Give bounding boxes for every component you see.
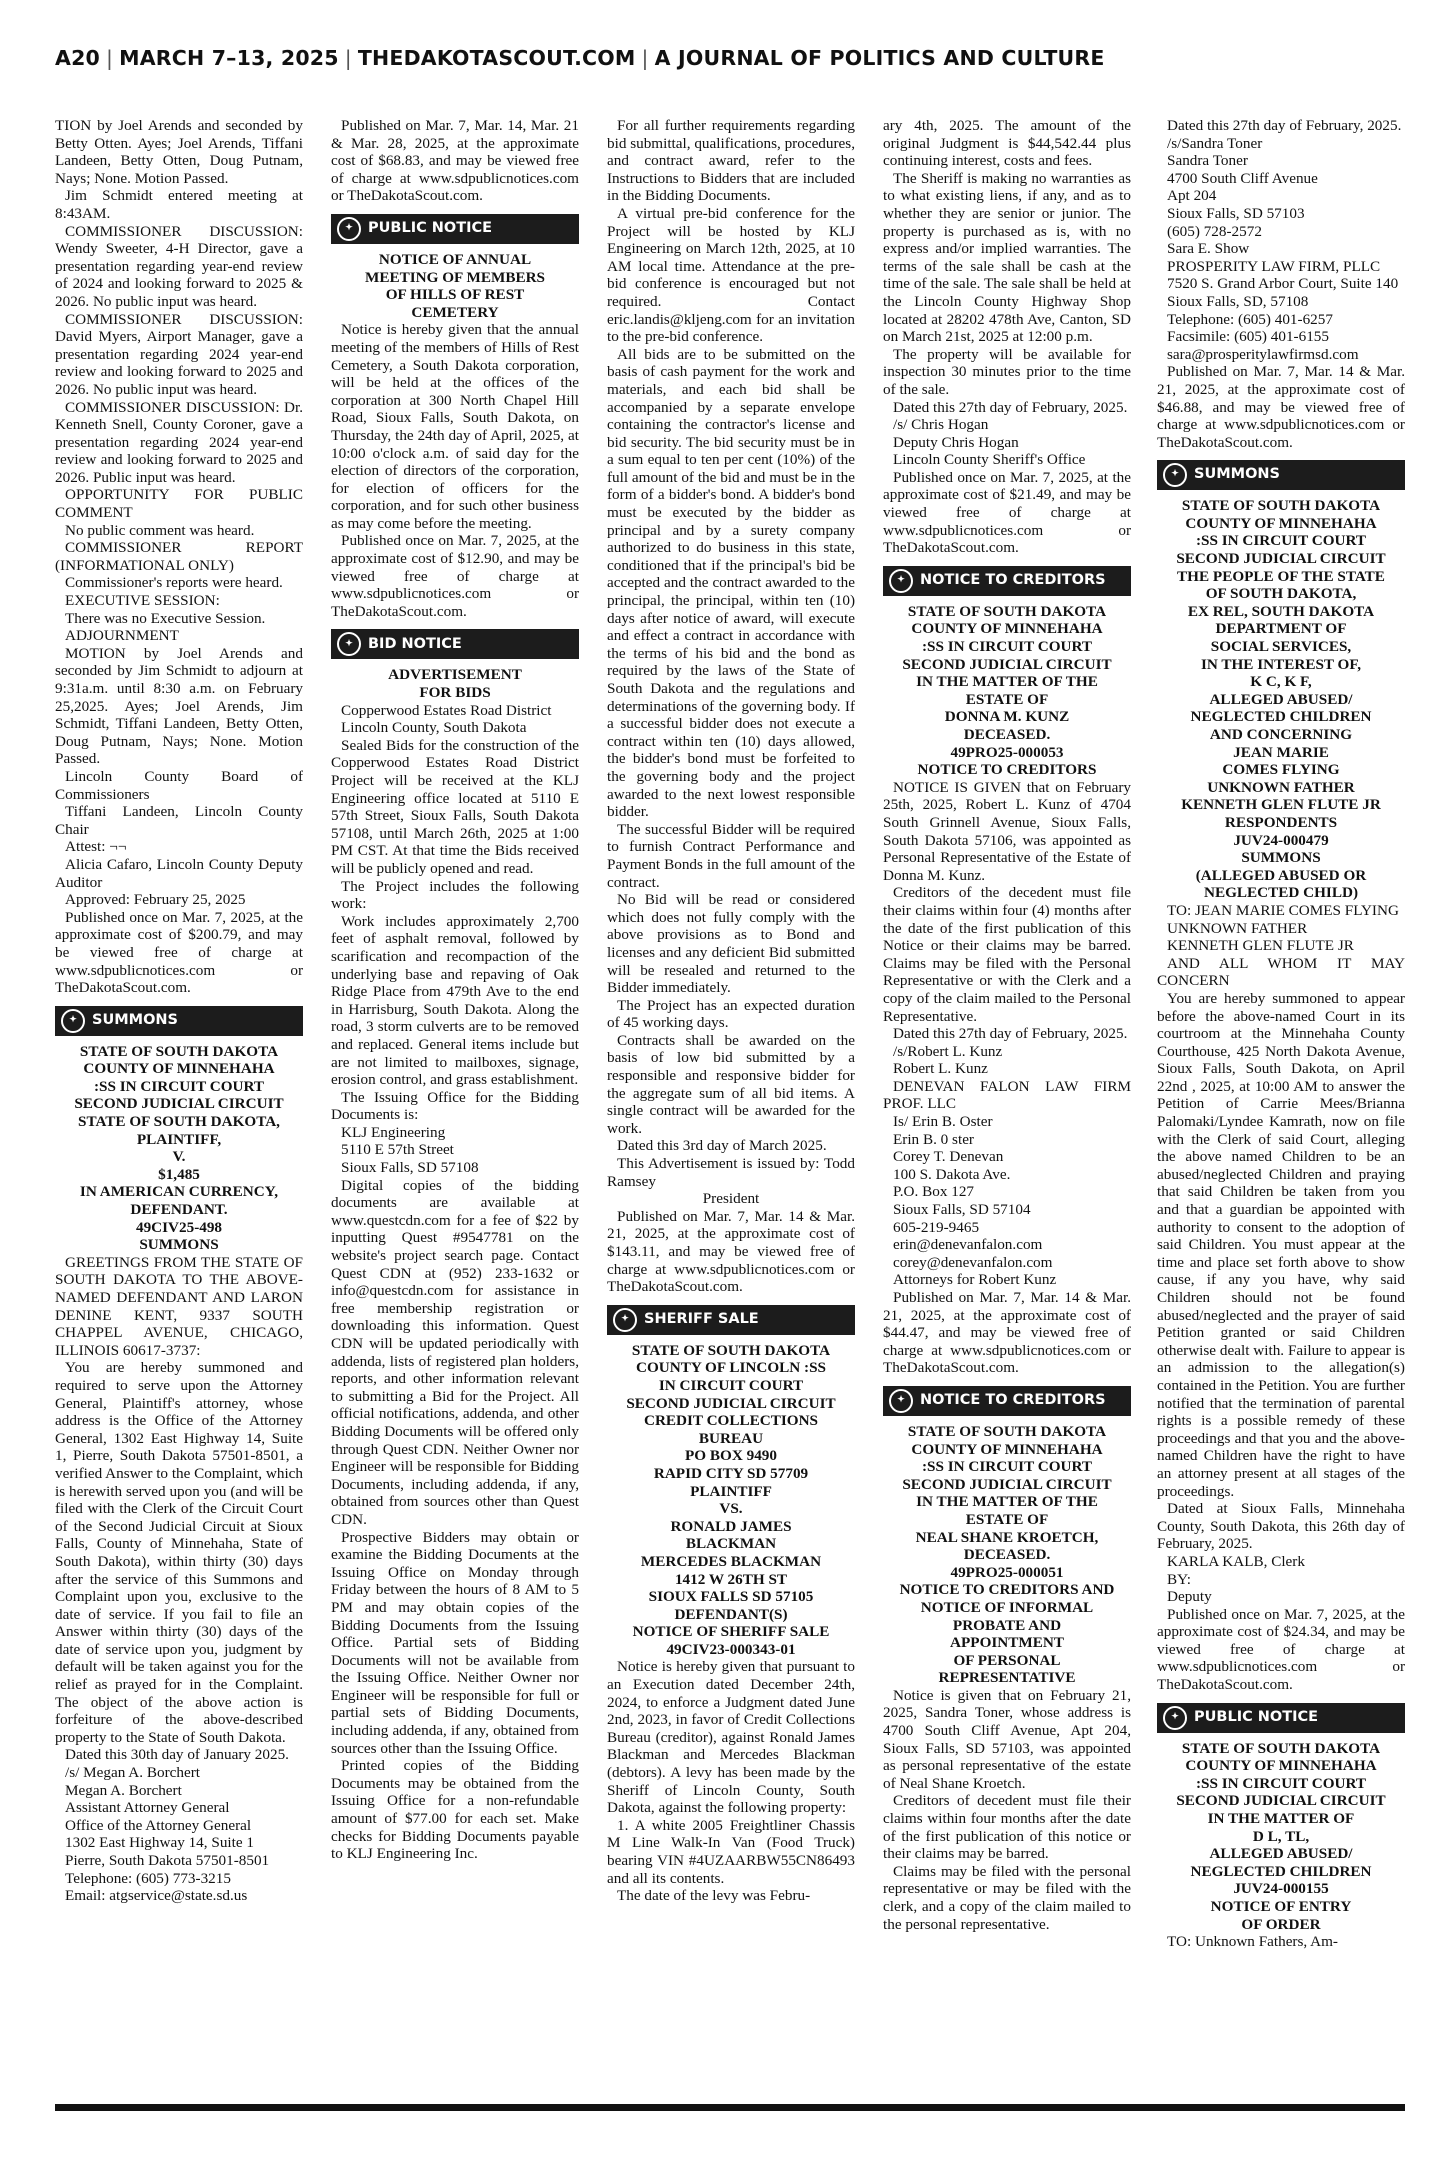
notice-paragraph: Commissioner's reports were heard. (65, 574, 283, 592)
notice-paragraph: This Advertisement is issued by: Todd Ramsey (607, 1155, 855, 1190)
notice-heading-line: SOCIAL SERVICES, (1210, 638, 1352, 656)
header-divider: | (641, 46, 649, 70)
notice-heading-line: RONALD JAMES (670, 1517, 792, 1535)
notice-paragraph: Sioux Falls, SD 57103 (1167, 204, 1305, 222)
notice-heading-line: STATE OF SOUTH DAKOTA (1181, 1739, 1381, 1757)
notice-paragraph: /s/Sandra Toner (1167, 134, 1263, 152)
notice-paragraph: OPPORTUNITY FOR PUBLIC COMMENT (55, 486, 303, 522)
notice-paragraph: P.O. Box 127 (893, 1183, 975, 1201)
notice-heading-line: BLACKMAN (685, 1535, 777, 1553)
notice-heading-line: CEMETERY (411, 303, 499, 321)
notice-heading-line: DECEASED. (963, 726, 1051, 743)
notice-paragraph: COMMISSIONER DISCUSSION: David Myers, Airport Manager, gave a presentation regarding 2024 year-end review and looking forward to 2025 and 2026. No public input was heard. (55, 310, 303, 398)
notice-paragraph: The date of the levy was Febru- (617, 1887, 811, 1905)
notice-heading-line: DEFENDANT(S) (674, 1605, 788, 1623)
notice-paragraph: Dated this 30th day of January 2025. (65, 1746, 289, 1764)
notice-paragraph: No Bid will be read or considered which does not fully comply with the above provisions as to Bond and licenses and any deficient Bid submitted will be resealed and returned to the Bidder immediately. (607, 891, 855, 997)
notice-heading-line: ESTATE OF (965, 1510, 1049, 1528)
notice-paragraph: Notice is given that on February 21, 2025, Sandra Toner, whose address is 4700 South Cliff Avenue, Apt 204, Sioux Falls, SD 57103, was appointed as personal representative of the estate of Neal Shane Kroetch. (883, 1686, 1131, 1792)
notice-paragraph: TION by Joel Arends and seconded by Betty Otten. Ayes; Joel Arends, Tiffani Landeen, Betty Otten, Doug Putnam, Nays; None. Motion Passed. (55, 117, 303, 187)
notice-paragraph: A virtual pre-bid conference for the Project will be hosted by KLJ Engineering on March 12th, 2025, at 10 AM local time. Attendance at the pre-bid conference is encouraged but not required. Contact eric.landis@kljeng.com for an invitation to the pre-bid conference. (607, 204, 855, 346)
notice-paragraph: Published on Mar. 7, Mar. 14, Mar. 21 & Mar. 28, 2025, at the approximate cost of $68.83, and may be viewed free of charge at www.sdpublicnotices.com or TheDakotaScout.com. (331, 117, 579, 205)
notice-paragraph: Megan A. Borchert (65, 1781, 182, 1799)
notice-paragraph: Deputy Chris Hogan (893, 433, 1019, 451)
notice-paragraph: No public comment was heard. (65, 521, 255, 539)
notice-heading-line: FOR BIDS (419, 684, 491, 702)
notice-heading-line: :SS IN CIRCUIT COURT (93, 1077, 265, 1095)
notice-paragraph: corey@denevanfalon.com (893, 1253, 1053, 1271)
column-2 (331, 117, 579, 2102)
notice-line: President (702, 1190, 760, 1208)
notice-paragraph: 1. A white 2005 Freightliner Chassis M Line Walk-In Van (Food Truck) bearing VIN #4UZAARBW55CN86493 and all its contents. (607, 1816, 855, 1887)
notice-paragraph: Dated this 27th day of February, 2025. (893, 398, 1128, 416)
notice-paragraph: Corey T. Denevan (893, 1148, 1004, 1166)
notice-heading-line: NOTICE OF SHERIFF SALE (632, 1623, 830, 1641)
notice-paragraph: Deputy (1167, 1588, 1212, 1606)
notice-heading-line: VS. (719, 1500, 743, 1518)
notice-paragraph: Sioux Falls, SD, 57108 (1167, 292, 1309, 310)
notice-paragraph: The Sheriff is making no warranties as to what existing liens, if any, and as to whether they are senior or junior. The property is purchased as is, with no express and/or implied warranties. The terms of the sale shall be cash at the time of the sale. The sale shall be held at the Lincoln County Highway Shop located at 28202 478th Ave, Canton, SD on March 21st, 2025 at 12:00 p.m. (883, 169, 1131, 346)
notice-heading-line: SECOND JUDICIAL CIRCUIT (902, 1475, 1112, 1493)
notice-paragraph: Dated this 3rd day of March 2025. (617, 1137, 827, 1155)
notice-paragraph: Creditors of decedent must file their claims within four months after the date of the first publication of this notice or their claims may be barred. (883, 1792, 1131, 1863)
notice-paragraph: Sealed Bids for the construction of the Copperwood Estates Road District Project will be received at the KLJ Engineering office located at 5110 E 57th Street, Sioux Falls, South Dakota 57108, until March 26th, 2025 at 1:00 PM CST. At that time the Bids received will be publicly opened and read. (331, 736, 579, 877)
section-banner (331, 629, 579, 659)
notice-paragraph: The Issuing Office for the Bidding Documents is: (331, 1088, 579, 1124)
notice-paragraph: Telephone: (605) 401-6257 (1167, 310, 1333, 328)
notice-heading-line: THE PEOPLE OF THE STATE (1177, 567, 1385, 585)
notice-heading-line: STATE OF SOUTH DAKOTA (1181, 497, 1381, 515)
notice-paragraph: COMMISSIONER DISCUSSION: Dr. Kenneth Snell, County Coroner, gave a presentation regarding 2024 year-end review and looking forward to 2025 and 2026. Public input was heard. (55, 398, 303, 486)
notice-paragraph: Creditors of the decedent must file their claims within four (4) months after the date of the first publication of this Notice or their claims may be barred. Claims may be filed with the Personal Representative or with the Clerk and a copy of the claim mailed to the Personal Representative. (883, 884, 1131, 1025)
notice-heading-line: V. (172, 1148, 186, 1166)
section-banner (1157, 1703, 1405, 1733)
notice-heading-line: COUNTY OF MINNEHAHA (1185, 1757, 1377, 1775)
notice-paragraph: The Project has an expected duration of 45 working days. (607, 996, 855, 1032)
notice-paragraph: EXECUTIVE SESSION: (65, 592, 220, 610)
notice-heading-line: COMES FLYING (1222, 761, 1340, 779)
notice-paragraph: KLJ Engineering (341, 1123, 446, 1141)
notice-heading-line: CREDIT COLLECTIONS (643, 1412, 818, 1430)
notice-paragraph: Notice is hereby given that the annual meeting of the members of Hills of Rest Cemetery, a South Dakota corporation, will be held at the offices of the corporation at 300 North Chapel Hill Road, Sioux Falls, South Dakota, on Thursday, the 24th day of April, 2025, at 10:00 o'clock a.m. of said day for the election of directors of the corporation, for election of officers for the corporation, and for such other business as may come before the meeting. (331, 321, 579, 532)
notice-heading-line: COUNTY OF MINNEHAHA (83, 1060, 275, 1078)
notice-heading-line: PO BOX 9490 (685, 1447, 777, 1465)
notice-heading-line: ESTATE OF (965, 690, 1049, 708)
scout-logo-icon: ✦ (889, 569, 913, 593)
notice-paragraph: Published on Mar. 7, Mar. 14 & Mar. 21, 2025, at the approximate cost of $143.11, and may be viewed free of charge at www.sdpublicnotices.com or TheDakotaScout.com. (607, 1207, 855, 1296)
section-banner-label: NOTICE TO CREDITORS (920, 572, 1106, 589)
notice-heading-line: OF PERSONAL (953, 1651, 1061, 1669)
notice-heading-line: SECOND JUDICIAL CIRCUIT (1176, 550, 1386, 568)
notice-heading-line: STATE OF SOUTH DAKOTA (907, 1422, 1107, 1440)
notice-paragraph: Published on Mar. 7, Mar. 14 & Mar. 21, 2025, at the approximate cost of $46.88, and may be viewed free of charge at www.sdpublicnotices.com or TheDakotaScout.com. (1157, 363, 1405, 451)
notice-paragraph: Pierre, South Dakota 57501-8501 (65, 1852, 270, 1869)
notice-heading-line: NEAL SHANE KROETCH, (915, 1528, 1099, 1546)
notice-paragraph: AND ALL WHOM IT MAY CONCERN (1157, 954, 1405, 990)
notice-heading-line: SECOND JUDICIAL CIRCUIT (74, 1095, 284, 1113)
notice-paragraph: Contracts shall be awarded on the basis of low bid submitted by a responsible and responsive bidder for the aggregate sum of all bid items. A single contract will be awarded for the work. (607, 1031, 855, 1137)
notice-paragraph: Apt 204 (1167, 187, 1217, 205)
notice-paragraph: (605) 728-2572 (1167, 222, 1262, 240)
notice-paragraph: There was no Executive Session. (65, 609, 266, 627)
notice-heading-line: COUNTY OF MINNEHAHA (911, 1440, 1103, 1458)
notice-paragraph: Assistant Attorney General (65, 1799, 230, 1817)
notice-heading-line: IN THE INTEREST OF, (1200, 655, 1362, 673)
notice-paragraph: Digital copies of the bidding documents are available at www.questcdn.com for a fee of $22 by inputting Quest #9547781 on the website's project search page. Contact Quest CDN at (952) 233-1632 or info@questcdn.com for assistance in free membership registration or downloading this information. Quest CDN will be updated periodically with addenda, lists of registered plan holders, reports, and other information relevant to submitting a Bid for the Project. All official notifications, addenda, and other Bidding Documents will be offered only through Quest CDN. Neither Owner nor Engineer will be responsible for Bidding Documents, including addenda, if any, obtained from sources other than Quest CDN. (331, 1176, 579, 1528)
notice-paragraph: Published once on Mar. 7, 2025, at the approximate cost of $12.90, and may be viewed free of charge at www.sdpublicnotices.com or TheDakotaScout.com. (331, 532, 579, 620)
column-1 (55, 117, 303, 2102)
section-banner (55, 1006, 303, 1036)
notice-paragraph: Lincoln County Board of Commissioners (55, 767, 303, 803)
notice-heading-line: 49PRO25-000051 (950, 1563, 1064, 1581)
notice-heading-line: IN THE MATTER OF (1207, 1810, 1355, 1828)
notice-paragraph: 100 S. Dakota Ave. (893, 1165, 1011, 1183)
scout-logo-icon: ✦ (889, 1389, 913, 1413)
notice-paragraph: All bids are to be submitted on the basis of cash payment for the work and materials, and each bid shall be accompanied by a separate envelope containing the contractor's license and bid security. The bid security must be in a sum equal to ten per cent (10%) of the full amount of the bid and must be in the form of a bidder's bond. A bidder's bond must be executed by the bidder as principal and by a surety company authorized to do business in this state, conditioned that if the principal's bid be accepted and the contract awarded to the principal, the principal, within ten (10) days after notice of award, will execute and effect a contract in accordance with the terms of his bid and the bond as required by the laws of the State of South Dakota and the regulations and determinations of the governing body. If a successful bidder does not execute a contract within ten (10) days allowed, the bidder's bond must be forfeited to the governing body and the project awarded to the next lowest responsible bidder. (607, 345, 855, 821)
site-name: THEDAKOTASCOUT.COM (357, 46, 636, 70)
notice-heading-line: UNKNOWN FATHER (1207, 778, 1355, 796)
notice-paragraph: Work includes approximately 2,700 feet of asphalt removal, followed by scarification and recompaction of the underlying base and repaving of Oak Ridge Place from 479th Ave to the end in Harrisburg, South Dakota. Along the road, 3 storm culverts are to be removed and replaced. General items include but are not limited to mailboxes, signage, erosion control, and grass establishment. (331, 912, 579, 1089)
notice-paragraph: Printed copies of the Bidding Documents may be obtained from the Issuing Office for a non-refundable amount of $77.00 for each set. Make checks for Bidding Documents payable to KLJ Engineering Inc. (331, 1757, 579, 1863)
notice-heading-line: K C, K F, (1250, 673, 1312, 691)
notice-paragraph: The Project includes the following work: (331, 877, 579, 913)
notice-paragraph: Robert L. Kunz (893, 1060, 988, 1078)
notice-paragraph: COMMISSIONER DISCUSSION: Wendy Sweeter, 4-H Director, gave a presentation regarding year-end review of 2024 and looking forward to 2025 & 2026. No public input was heard. (55, 222, 303, 310)
page-number: A20 (55, 46, 100, 70)
notice-paragraph: ADJOURNMENT (65, 627, 179, 645)
column-5 (1157, 117, 1405, 2102)
notice-heading-line: SUMMONS (139, 1236, 219, 1254)
notice-paragraph: 5110 E 57th Street (341, 1141, 454, 1159)
section-banner-label: SUMMONS (1194, 466, 1280, 483)
notice-paragraph: Published on Mar. 7, Mar. 14 & Mar. 21, 2025, at the approximate cost of $44.47, and may be viewed free of charge at www.sdpublicnotices.com or TheDakotaScout.com. (883, 1289, 1131, 1377)
section-banner (607, 1305, 855, 1335)
notice-heading-line: DONNA M. KUNZ (944, 708, 1070, 726)
notice-heading-line: SECOND JUDICIAL CIRCUIT (902, 655, 1112, 673)
page-header (55, 46, 1405, 76)
notice-paragraph: The property will be available for inspection 30 minutes prior to the time of the sale. (883, 345, 1131, 398)
notice-heading-line: NOTICE OF INFORMAL (920, 1598, 1094, 1616)
notice-heading-line: IN THE MATTER OF THE (916, 1493, 1098, 1511)
notice-heading-line: BUREAU (698, 1429, 764, 1447)
issue-date: MARCH 7–13, 2025 (119, 46, 339, 70)
notice-paragraph: Dated this 27th day of February, 2025. (893, 1025, 1128, 1043)
notice-heading-line: IN AMERICAN CURRENCY, (79, 1183, 279, 1201)
notice-heading-line: AND CONCERNING (1209, 726, 1353, 743)
notice-heading-line: OF ORDER (1241, 1915, 1321, 1933)
notice-paragraph: Is/ Erin B. Oster (893, 1113, 993, 1131)
notice-paragraph: 4700 South Cliff Avenue (1167, 169, 1318, 187)
notice-paragraph: Erin B. 0 ster (893, 1130, 974, 1148)
notice-paragraph: GREETINGS FROM THE STATE OF SOUTH DAKOTA TO THE ABOVE-NAMED DEFENDANT AND LARON DENINE KENT, 9337 SOUTH CHAPPEL AVENUE, CHICAGO, ILLINOIS 60617-3737: (55, 1253, 303, 1359)
notice-heading-line: PLAINTIFF, (136, 1130, 222, 1148)
notice-heading-line: ADVERTISEMENT (388, 666, 522, 684)
notice-paragraph: /s/ Chris Hogan (893, 416, 989, 434)
notice-heading-line: STATE OF SOUTH DAKOTA (79, 1042, 279, 1060)
notice-paragraph: Sioux Falls, SD 57104 (893, 1201, 1031, 1219)
notice-heading-line: DEFENDANT. (130, 1201, 228, 1219)
notice-heading-line: PROBATE AND (952, 1616, 1062, 1634)
notice-paragraph: The successful Bidder will be required to furnish Contract Performance and Payment Bonds in the full amount of the contract. (607, 820, 855, 891)
notice-heading-line: 49CIV23-000343-01 (666, 1640, 796, 1658)
notice-paragraph: Dated at Sioux Falls, Minnehaha County, South Dakota, this 26th day of February, 2025. (1157, 1500, 1405, 1553)
notice-heading-line: ALLEGED ABUSED/ (1209, 690, 1353, 708)
notice-paragraph: PROSPERITY LAW FIRM, PLLC (1167, 257, 1381, 275)
notice-heading-line: $1,485 (158, 1165, 200, 1183)
notice-heading-line: STATE OF SOUTH DAKOTA (631, 1341, 831, 1359)
section-banner (331, 214, 579, 244)
notice-paragraph: Sioux Falls, SD 57108 (341, 1159, 479, 1177)
notice-heading-line: 49CIV25-498 (135, 1218, 223, 1236)
scout-logo-icon: ✦ (337, 632, 361, 656)
notice-paragraph: You are hereby summoned and required to serve upon the Attorney General, Plaintiff's attorney, whose address is the Office of the Attorney General, 1302 East Highway 14, Suite 1, Pierre, South Dakota 57501-8501, a verified Answer to the Complaint, which is herewith served upon you (and will be filed with the Clerk of the Circuit Court of the Second Judicial Circuit at Sioux Falls, County of Minnehaha, State of South Dakota), within thirty (30) days after the service of this Summons and Complaint upon you, exclusive to the date of service. If you fail to file an Answer within thirty (30) days of the date of service upon you, judgment by default will be taken against you for the relief as prayed for in the Complaint. The object of the above action is forfeiture of the above-described property to the State of South Dakota. (55, 1359, 303, 1746)
scout-logo-icon: ✦ (61, 1009, 85, 1033)
notice-heading-line: COUNTY OF MINNEHAHA (1185, 514, 1377, 532)
notice-heading-line: JUV24-000155 (1233, 1880, 1329, 1898)
section-banner-label: PUBLIC NOTICE (1194, 1708, 1319, 1725)
notice-paragraph: Telephone: (605) 773-3215 (65, 1869, 231, 1887)
notice-heading-line: APPOINTMENT (950, 1634, 1064, 1652)
notice-heading-line: ALLEGED ABUSED/ (1209, 1845, 1353, 1863)
notice-heading-line: STATE OF SOUTH DAKOTA (907, 602, 1107, 620)
notice-heading-line: NOTICE OF ANNUAL (378, 250, 532, 268)
notice-heading-line: DEPARTMENT OF (1215, 620, 1347, 638)
notice-paragraph: 7520 S. Grand Arbor Court, Suite 140 (1167, 275, 1399, 293)
notice-heading-line: :SS IN CIRCUIT COURT (1195, 532, 1367, 550)
notice-paragraph: Dated this 27th day of February, 2025. (1167, 117, 1402, 134)
notice-paragraph: Copperwood Estates Road District (341, 701, 552, 719)
section-banner (883, 566, 1131, 596)
tagline: A JOURNAL OF POLITICS AND CULTURE (654, 46, 1105, 70)
notice-heading-line: RAPID CITY SD 57709 (653, 1464, 809, 1482)
notice-paragraph: BY: (1167, 1570, 1191, 1588)
notice-paragraph: Notice is hereby given that pursuant to an Execution dated December 24th, 2024, to enforce a Judgment dated June 2nd, 2023, in favor of Credit Collections Bureau (creditor), against Ronald James Blackman and Mercedes Blackman (debtors). A levy has been made by the Sheriff of Lincoln County, South Dakota, against the following property: (607, 1658, 855, 1817)
scout-logo-icon: ✦ (1163, 463, 1187, 487)
notice-heading-line: DECEASED. (963, 1546, 1051, 1564)
notice-heading-line: RESPONDENTS (1224, 813, 1338, 831)
scout-logo-icon: ✦ (337, 217, 361, 241)
notice-heading-line: REPRESENTATIVE (938, 1669, 1076, 1687)
notice-heading-line: :SS IN CIRCUIT COURT (1195, 1774, 1367, 1792)
notice-paragraph: UNKNOWN FATHER (1167, 919, 1308, 937)
column-4 (883, 117, 1131, 2102)
notice-heading-line: OF HILLS OF REST (385, 286, 525, 304)
scout-logo-icon: ✦ (1163, 1706, 1187, 1730)
notice-paragraph: Published once on Mar. 7, 2025, at the approximate cost of $200.79, and may be viewed free of charge at www.sdpublicnotices.com or TheDakotaScout.com. (55, 908, 303, 997)
notice-paragraph: TO: Unknown Fathers, Am- (1167, 1933, 1338, 1951)
notice-paragraph: NOTICE IS GIVEN that on February 25th, 2025, Robert L. Kunz of 4704 South Grinnell Avenue, Sioux Falls, South Dakota 57106, was appointed as Personal Representative of the Estate of Donna M. Kunz. (883, 778, 1131, 884)
bottom-rule (55, 2104, 1405, 2111)
notice-heading-line: SIOUX FALLS SD 57105 (648, 1588, 814, 1606)
header-divider: | (106, 46, 114, 70)
notice-paragraph: Facsimile: (605) 401-6155 (1167, 328, 1329, 346)
notice-paragraph: Jim Schmidt entered meeting at 8:43AM. (55, 187, 303, 222)
notice-paragraph: KENNETH GLEN FLUTE JR (1167, 937, 1354, 955)
header-divider: | (344, 46, 352, 70)
notice-paragraph: Attorneys for Robert Kunz (893, 1271, 1057, 1289)
notice-heading-line: NOTICE TO CREDITORS (917, 761, 1097, 779)
notice-heading-line: SECOND JUDICIAL CIRCUIT (1176, 1792, 1386, 1810)
notice-paragraph: Approved: February 25, 2025 (65, 891, 246, 909)
notice-paragraph: DENEVAN FALON LAW FIRM PROF. LLC (883, 1077, 1131, 1113)
notice-heading-line: NEGLECTED CHILD) (1203, 884, 1358, 902)
notice-heading-line: IN THE MATTER OF THE (916, 673, 1098, 691)
notice-paragraph: You are hereby summoned to appear before the above-named Court in its courtroom at the Minnehaha County Courthouse, 425 North Dakota Avenue, Sioux Falls, South Dakota, on April 22nd , 2025, at 10:00 AM to answer the Petition of Carrie Mees/Brianna Palomaki/Lyndee Kamrath, now on file with the Clerk of said Court, alleging the above named Children to be an abused/neglected Children and praying that said Children be taken from you and that a guardian be appointed with authority to consent to the adoption of said Children. You must appear at the time and place set forth above to show cause, if any you have, why said Children should not be found abused/neglected and the prayer of said Petition granted or said Children otherwise dealt with. Failure to appear is an admission to the allegation(s) contained in the Petition. You are further notified that the termination of parental rights is a possible remedy of these proceedings and that you and the above-named Children have the right to have an attorney present at all stages of the proceedings. (1157, 989, 1405, 1500)
notice-paragraph: Published once on Mar. 7, 2025, at the approximate cost of $21.49, and may be viewed free of charge at www.sdpublicnotices.com or TheDakotaScout.com. (883, 468, 1131, 557)
notice-heading-line: 1412 W 26TH ST (674, 1570, 788, 1588)
notice-heading-line: SUMMONS (1241, 849, 1321, 867)
notice-heading-line: SECOND JUDICIAL CIRCUIT (626, 1394, 836, 1412)
notice-heading-line: KENNETH GLEN FLUTE JR (1181, 796, 1381, 814)
notice-paragraph: sara@prosperitylawfirmsd.com (1167, 345, 1359, 363)
notice-paragraph: TO: JEAN MARIE COMES FLYING (1167, 901, 1399, 919)
notice-paragraph: /s/ Megan A. Borchert (65, 1764, 200, 1782)
notice-paragraph: KARLA KALB, Clerk (1167, 1552, 1305, 1570)
notice-heading-line: OF SOUTH DAKOTA, (1205, 585, 1357, 603)
section-banner (1157, 460, 1405, 490)
notice-paragraph: Alicia Cafaro, Lincoln County Deputy Auditor (55, 855, 303, 891)
notice-heading-line: (ALLEGED ABUSED OR (1195, 866, 1367, 884)
notice-paragraph: Email: atgservice@state.sd.us (65, 1887, 248, 1905)
notice-heading-line: STATE OF SOUTH DAKOTA, (78, 1113, 280, 1131)
notice-heading-line: COUNTY OF MINNEHAHA (911, 620, 1103, 638)
notice-heading-line: NEGLECTED CHILDREN (1190, 708, 1372, 726)
notice-paragraph: For all further requirements regarding bid submittal, qualifications, procedures, and contract award, refer to the Instructions to Bidders that are included in the Bidding Documents. (607, 117, 855, 205)
notice-heading-line: JEAN MARIE (1233, 743, 1329, 761)
notices-columns (55, 117, 1405, 2102)
notice-heading-line: IN CIRCUIT COURT (658, 1376, 804, 1394)
section-banner-label: PUBLIC NOTICE (368, 220, 493, 237)
notice-heading-line: EX REL, SOUTH DAKOTA (1187, 602, 1375, 620)
notice-paragraph: Office of the Attorney General (65, 1816, 252, 1834)
notice-heading-line: NOTICE OF ENTRY (1210, 1898, 1352, 1915)
notice-paragraph: /s/Robert L. Kunz (893, 1042, 1003, 1060)
section-banner-label: SUMMONS (92, 1011, 178, 1028)
notice-paragraph: Sara E. Show (1167, 240, 1250, 258)
notice-paragraph: COMMISSIONER REPORT (INFORMATIONAL ONLY) (55, 539, 303, 574)
notice-heading-line: MEETING OF MEMBERS (364, 268, 545, 286)
scout-logo-icon: ✦ (613, 1308, 637, 1332)
notice-paragraph: Sandra Toner (1167, 152, 1248, 170)
notice-paragraph: Attest: ¬¬ (65, 838, 127, 856)
notice-paragraph: Lincoln County, South Dakota (341, 719, 527, 737)
notice-paragraph: Prospective Bidders may obtain or examine the Bidding Documents at the Issuing Office on Monday through Friday between the hours of 8 AM to 5 PM and may obtain copies of the Bidding Documents from the Issuing Office. Partial sets of Bidding Documents will not be available from the Issuing Office. Neither Owner nor Engineer will be responsible for full or partial sets of Bidding Documents, including addenda, if any, obtained from sources other than the Issuing Office. (331, 1528, 579, 1757)
notice-paragraph: 1302 East Highway 14, Suite 1 (65, 1834, 254, 1852)
notice-paragraph: Tiffani Landeen, Lincoln County Chair (55, 803, 303, 838)
notice-paragraph: erin@denevanfalon.com (893, 1236, 1043, 1254)
notice-paragraph: Published once on Mar. 7, 2025, at the approximate cost of $24.34, and may be viewed free of charge at www.sdpublicnotices.com or TheDakotaScout.com. (1157, 1605, 1405, 1694)
notice-heading-line: :SS IN CIRCUIT COURT (921, 1458, 1093, 1476)
notice-heading-line: MERCEDES BLACKMAN (640, 1552, 822, 1570)
section-banner-label: SHERIFF SALE (644, 1310, 759, 1327)
section-banner-label: NOTICE TO CREDITORS (920, 1392, 1106, 1409)
column-3 (607, 117, 855, 2102)
notice-heading-line: COUNTY OF LINCOLN :SS (635, 1359, 826, 1377)
notice-paragraph: Claims may be filed with the personal representative or may be filed with the clerk, and a copy of the claim mailed to the personal representative. (883, 1862, 1131, 1933)
notice-heading-line: D L, TL, (1252, 1827, 1310, 1845)
notice-paragraph: 605-219-9465 (893, 1218, 980, 1236)
notice-paragraph: ary 4th, 2025. The amount of the original Judgment is $44,542.44 plus continuing interest, costs and fees. (883, 117, 1131, 170)
notice-heading-line: JUV24-000479 (1233, 831, 1329, 849)
notice-heading-line: :SS IN CIRCUIT COURT (921, 638, 1093, 656)
section-banner-label: BID NOTICE (368, 635, 462, 652)
notice-heading-line: 49PRO25-000053 (950, 743, 1064, 761)
notice-heading-line: PLAINTIFF (690, 1482, 772, 1500)
notice-paragraph: MOTION by Joel Arends and seconded by Jim Schmidt to adjourn at 9:31a.m. until 8:30 a.m. on February 25,2025. Ayes; Joel Arends, Jim Schmidt, Tiffani Landeen, Betty Otten, Doug Putnam, Nays; None. Motion Passed. (55, 644, 303, 768)
section-banner (883, 1386, 1131, 1416)
notice-heading-line: NOTICE TO CREDITORS AND (899, 1581, 1115, 1599)
notice-paragraph: Lincoln County Sheriff's Office (893, 451, 1086, 469)
notice-heading-line: NEGLECTED CHILDREN (1190, 1862, 1372, 1880)
